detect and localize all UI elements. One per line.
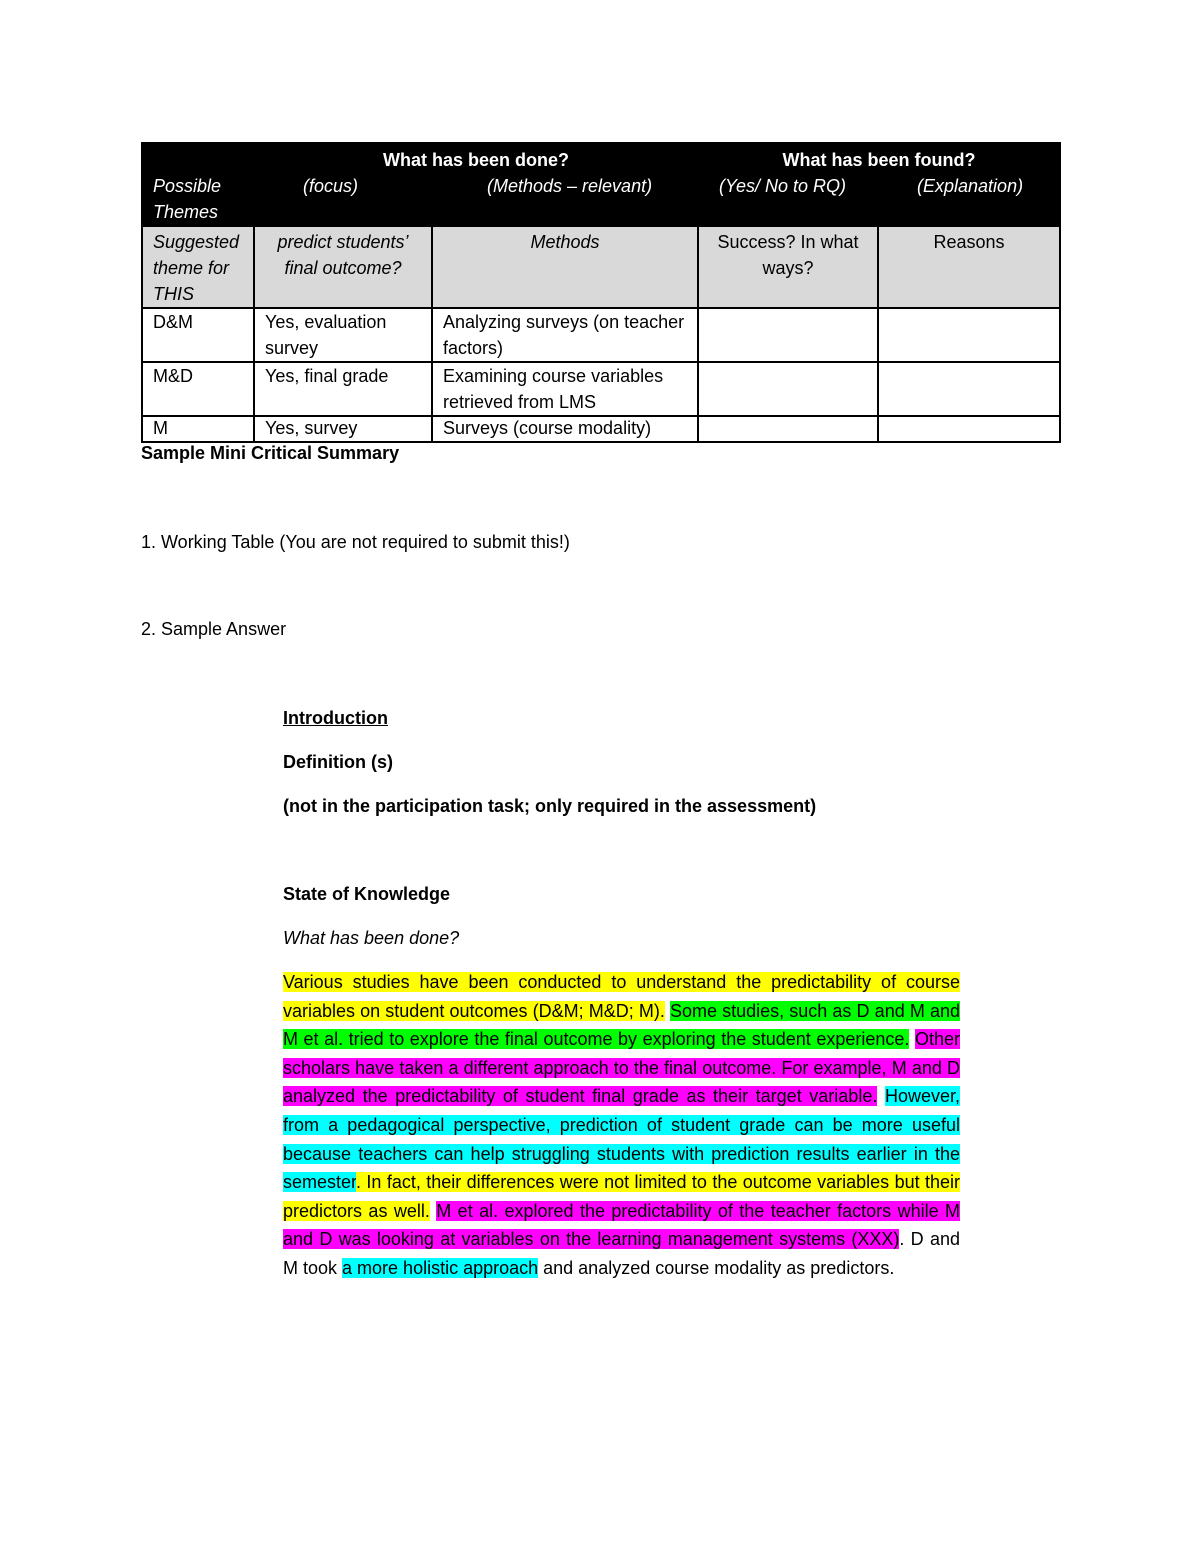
definitions-note: (not in the participation task; only required in the assessment) [283,796,817,816]
success-cell [698,362,878,416]
highlight-segment: . In fact, their differences were not limited to the outcome variables but their predictors as well. [283,1172,960,1221]
methods-label: (Methods – relevant) [487,176,653,196]
done-header-cell [254,143,698,226]
theme-cell: M&D [142,362,254,416]
highlight-segment: Other scholars have taken a different approach to the final outcome. For example, M and D analyzed the predictability of student final grade as their target variable. [283,1029,960,1107]
table-subheader-row [142,226,1060,308]
rq-label: (Yes/ No to RQ) [719,176,847,196]
table-header-row [142,143,1060,226]
focus-cell: Yes, survey [254,416,432,442]
highlight-segment: Some studies, such as D and M and M et al. tried to explore the final outcome by exploring the student experience. [283,1000,960,1050]
success-cell [698,416,878,442]
theme-cell: D&M [142,308,254,362]
working-table [141,142,1061,443]
focus-cell: Yes, final grade [254,362,432,416]
focus-subheader-cell: predict students’ final outcome? [254,226,432,308]
reasons-cell [878,308,1060,362]
highlight-segment: M et al. explored the predictability of the teacher factors while M and D was looking at variables on the learning management systems (XXX) [283,1200,960,1250]
definitions-heading: Definition (s) [283,752,393,772]
document-title: Sample Mini Critical Summary [141,443,400,463]
success-subheader-cell: Success? In what ways? [698,226,878,308]
working-table-item: 1. Working Table (You are not required to submit this!) [141,532,570,552]
reasons-cell [878,362,1060,416]
highlight-segment: a more holistic approach [342,1257,539,1278]
themes-header-cell [142,143,254,226]
found-header-cell [698,143,1060,226]
table-row [142,416,1060,442]
reasons-cell [878,416,1060,442]
table-row [142,308,1060,362]
plain-segment: and analyzed course modality as predictors. [538,1257,895,1278]
methods-cell: Examining course variables retrieved from LMS [432,362,698,416]
focus-label: (focus) [303,176,359,196]
methods-cell: Analyzing surveys (on teacher factors) [432,308,698,362]
sample-answer-item: 2. Sample Answer [141,619,287,639]
themes-label: Possible Themes [153,176,222,222]
reasons-subheader-cell: Reasons [878,226,1060,308]
methods-cell: Surveys (course modality) [432,416,698,442]
found-title: What has been found? [782,150,976,170]
highlight-segment: However, from a pedagogical perspective, prediction of student grade can be more useful because teachers can help struggling students with prediction results earlier in the semester [283,1086,960,1193]
explanation-label: (Explanation) [917,176,1024,196]
state-of-knowledge-heading: State of Knowledge [283,884,451,904]
focus-cell: Yes, evaluation survey [254,308,432,362]
highlight-segment: Various studies have been conducted to understand the predictability of course variables on student outcomes (D&M; M&D; M). [283,972,960,1021]
done-title: What has been done? [383,150,570,170]
introduction-heading: Introduction [283,708,388,728]
table-row [142,362,1060,416]
success-cell [698,308,878,362]
suggested-theme-cell: Suggested theme for THIS [142,226,254,308]
methods-subheader-cell: Methods [432,226,698,308]
plain-segment: . D and M took [283,1229,960,1278]
highlighted-paragraph [283,968,960,1283]
what-has-been-done-subheading: What has been done? [283,928,460,948]
theme-cell: M [142,416,254,442]
